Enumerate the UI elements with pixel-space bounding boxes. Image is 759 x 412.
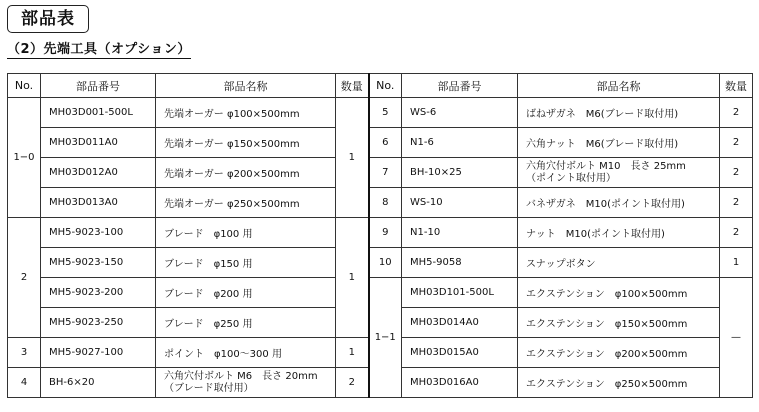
part-name: 先端オーガー φ100×500mm — [156, 98, 336, 128]
part-name: スナップボタン — [518, 248, 720, 278]
part-name: エクステンション φ100×500mm — [518, 278, 720, 308]
part-number: MH5-9058 — [402, 248, 518, 278]
parts-table — [7, 73, 753, 398]
part-name: ブレード φ250 用 — [156, 308, 336, 338]
quantity: 1 — [720, 248, 753, 278]
item-no: 4 — [8, 368, 41, 398]
item-no: 7 — [369, 158, 402, 188]
header-part-name-right: 部品名称 — [518, 74, 720, 98]
part-number: MH03D001-500L — [41, 98, 156, 128]
part-number: MH5-9027-100 — [41, 338, 156, 368]
part-name: ブレード φ200 用 — [156, 278, 336, 308]
item-no: 5 — [369, 98, 402, 128]
part-number: MH03D012A0 — [41, 158, 156, 188]
quantity: 2 — [720, 158, 753, 188]
part-number: N1-10 — [402, 218, 518, 248]
part-number: BH-10×25 — [402, 158, 518, 188]
part-number: MH5-9023-250 — [41, 308, 156, 338]
item-no: 6 — [369, 128, 402, 158]
part-name: ブレード φ150 用 — [156, 248, 336, 278]
page-title: 部品表 — [7, 5, 89, 33]
part-name: ブレード φ100 用 — [156, 218, 336, 248]
table-row — [8, 188, 753, 218]
part-name — [518, 158, 720, 188]
part-number: MH5-9023-100 — [41, 218, 156, 248]
part-number: BH-6×20 — [41, 368, 156, 398]
part-name: エクステンション φ250×500mm — [518, 368, 720, 398]
header-part-number-right: 部品番号 — [402, 74, 518, 98]
item-no: 10 — [369, 248, 402, 278]
part-name-line2: （ポイント取付用） — [526, 172, 616, 184]
quantity: 1 — [336, 98, 369, 218]
part-name: エクステンション φ150×500mm — [518, 308, 720, 338]
quantity: — — [720, 278, 753, 398]
part-name-line2: （ブレード取付用） — [164, 382, 254, 394]
item-no: 1−1 — [369, 278, 402, 398]
header-part-number-left: 部品番号 — [41, 74, 156, 98]
part-number: MH03D101-500L — [402, 278, 518, 308]
section-subtitle: （2）先端工具（オプション） — [7, 38, 191, 59]
part-name: 先端オーガー φ200×500mm — [156, 158, 336, 188]
quantity: 2 — [720, 98, 753, 128]
header-no-right: No. — [369, 74, 402, 98]
table-row — [8, 158, 753, 188]
part-name-line1: 六角穴付ボルト M6 長さ 20mm — [164, 370, 318, 382]
table-row — [8, 248, 753, 278]
table-header-row — [8, 74, 753, 98]
quantity: 2 — [720, 128, 753, 158]
part-number: MH5-9023-200 — [41, 278, 156, 308]
quantity: 2 — [336, 368, 369, 398]
part-name — [156, 368, 336, 398]
part-number: MH03D015A0 — [402, 338, 518, 368]
part-number: MH03D013A0 — [41, 188, 156, 218]
item-no: 9 — [369, 218, 402, 248]
quantity: 1 — [336, 338, 369, 368]
part-name: 先端オーガー φ150×500mm — [156, 128, 336, 158]
quantity: 2 — [720, 188, 753, 218]
part-name: バネザガネ M10(ポイント取付用) — [518, 188, 720, 218]
quantity: 2 — [720, 218, 753, 248]
part-name: 六角ナット M6(ブレード取付用) — [518, 128, 720, 158]
part-name: ポイント φ100〜300 用 — [156, 338, 336, 368]
part-name: ばねザガネ M6(ブレード取付用) — [518, 98, 720, 128]
table-row — [8, 98, 753, 128]
part-number: MH03D016A0 — [402, 368, 518, 398]
table-row — [8, 278, 753, 308]
item-no: 3 — [8, 338, 41, 368]
part-number: WS-10 — [402, 188, 518, 218]
part-number: N1-6 — [402, 128, 518, 158]
part-name: 先端オーガー φ250×500mm — [156, 188, 336, 218]
quantity: 1 — [336, 218, 369, 338]
part-name: エクステンション φ200×500mm — [518, 338, 720, 368]
table-row — [8, 128, 753, 158]
header-quantity-right: 数量 — [720, 74, 753, 98]
part-name-line1: 六角穴付ボルト M10 長さ 25mm — [526, 160, 686, 172]
table-row — [8, 218, 753, 248]
item-no: 2 — [8, 218, 41, 338]
part-name: ナット M10(ポイント取付用) — [518, 218, 720, 248]
part-number: MH5-9023-150 — [41, 248, 156, 278]
item-no: 1−0 — [8, 98, 41, 218]
part-number: WS-6 — [402, 98, 518, 128]
header-no-left: No. — [8, 74, 41, 98]
header-part-name-left: 部品名称 — [156, 74, 336, 98]
part-number: MH03D011A0 — [41, 128, 156, 158]
part-number: MH03D014A0 — [402, 308, 518, 338]
header-quantity-left: 数量 — [336, 74, 369, 98]
item-no: 8 — [369, 188, 402, 218]
